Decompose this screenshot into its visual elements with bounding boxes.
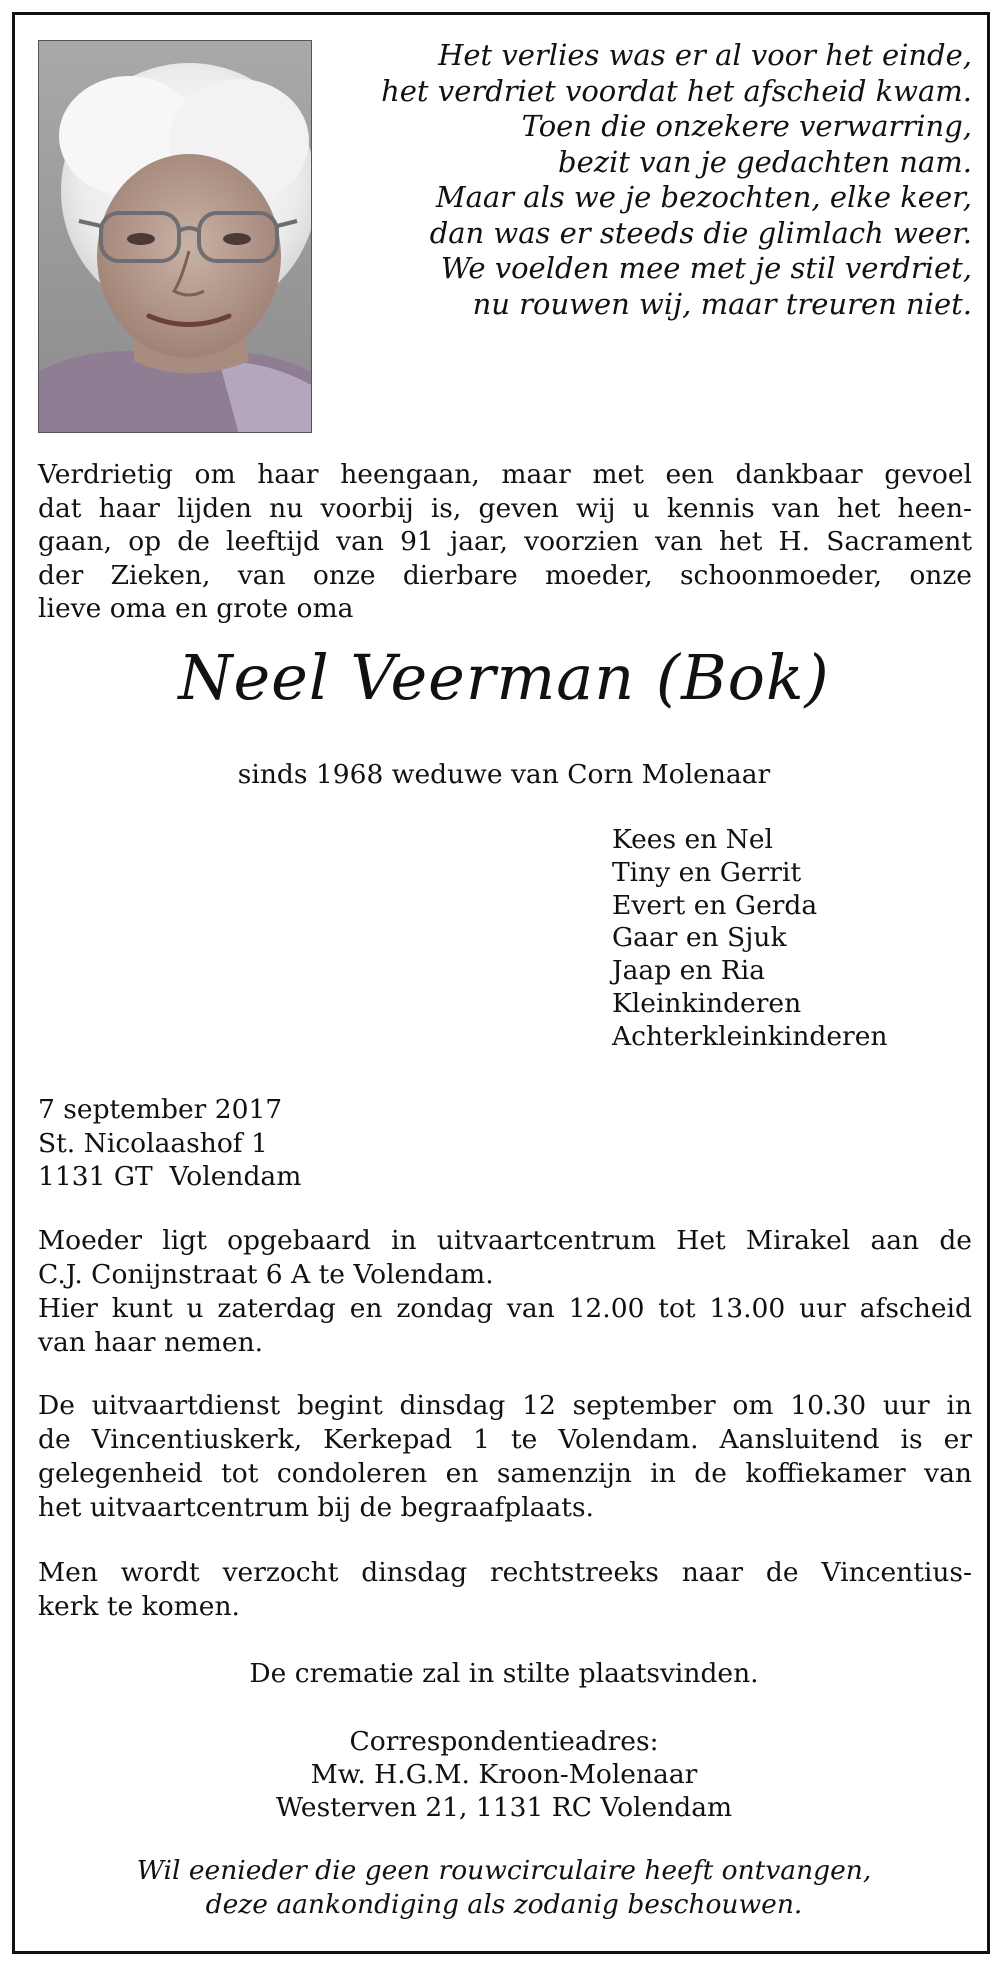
family-member: Tiny en Gerrit (612, 856, 802, 888)
service-line: het uitvaartcentrum bij de begraafplaats. (38, 1492, 594, 1523)
poem-line: dan was er steeds die glimlach weer. (429, 215, 972, 250)
family-list (612, 824, 887, 1054)
poem-line: Toen die onzekere verwarring, (521, 109, 972, 143)
viewing-line: Hier kunt u zaterdag en zondag van 12.00 tot 13.00 uur afscheid (38, 1293, 972, 1324)
family-member: Achterkleinkinderen (612, 1020, 888, 1052)
correspondence-heading: Correspondentieadres: (349, 1726, 659, 1757)
service-line: de Vincentiuskerk, Kerkepad 1 te Volendam. Aansluitend is er (38, 1424, 972, 1455)
widow-line: sinds 1968 weduwe van Corn Molenaar (237, 759, 771, 790)
poem-line: het verdriet voordat het afscheid kwam. (381, 73, 972, 108)
viewing-line: C.J. Conijnstraat 6 A te Volendam. (38, 1259, 494, 1290)
family-member: Kleinkinderen (612, 987, 802, 1019)
intro-line: gaan, op de leeftijd van 91 jaar, voorzien van het H. Sacrament (38, 526, 972, 557)
viewing-line: Moeder ligt opgebaard in uitvaartcentrum Het Mirakel aan de (38, 1225, 972, 1256)
deceased-name: Neel Veerman (Bok) (178, 641, 830, 714)
address-city: 1131 GT Volendam (38, 1161, 302, 1192)
intro-paragraph (38, 458, 972, 626)
intro-line: lieve oma en grote oma (38, 593, 354, 624)
poem-line: Het verlies was er al voor het einde, (438, 38, 972, 72)
correspondence-name: Mw. H.G.M. Kroon-Molenaar (310, 1759, 698, 1790)
closing-note (0, 1854, 1008, 1922)
portrait-photo (38, 40, 312, 433)
poem-line: nu rouwen wij, maar treuren niet. (472, 286, 972, 321)
intro-line: dat haar lijden nu voorbij is, geven wij u kennis van het heen- (38, 492, 972, 524)
address-date: 7 september 2017 (38, 1094, 283, 1125)
family-address (38, 1093, 301, 1194)
service-line: gelegenheid tot condoleren en samenzijn in de koffiekamer van (38, 1458, 972, 1489)
poem-line: We voelden mee met je stil verdriet, (440, 251, 972, 285)
request-line: Men wordt verzocht dinsdag rechtstreeks naar de Vincentius- (38, 1557, 972, 1588)
request-line: kerk te komen. (38, 1591, 240, 1622)
viewing-paragraph (38, 1224, 972, 1360)
intro-line: der Zieken, van onze dierbare moeder, schoonmoeder, onze (38, 559, 972, 591)
address-street: St. Nicolaashof 1 (38, 1127, 268, 1159)
service-line: De uitvaartdienst begint dinsdag 12 september om 10.30 uur in (38, 1390, 972, 1421)
poem (332, 38, 972, 322)
request-paragraph (38, 1556, 972, 1624)
correspondence-block (0, 1725, 1008, 1824)
service-paragraph (38, 1389, 972, 1525)
family-member: Kees en Nel (612, 824, 773, 855)
family-member: Evert en Gerda (612, 889, 818, 921)
closing-line: Wil eenieder die geen rouwcirculaire heeft ontvangen, (136, 1855, 872, 1886)
closing-line: deze aankondiging als zodanig beschouwen. (205, 1889, 803, 1920)
intro-line: Verdrietig om haar heengaan, maar met een dankbaar gevoel (38, 459, 972, 490)
cremation-note: De crematie zal in stilte plaatsvinden. (249, 1658, 759, 1689)
poem-line: bezit van je gedachten nam. (558, 144, 972, 179)
poem-line: Maar als we je bezochten, elke keer, (435, 180, 972, 214)
family-member: Gaar en Sjuk (612, 922, 787, 954)
family-member: Jaap en Ria (612, 955, 766, 987)
correspondence-address: Westerven 21, 1131 RC Volendam (275, 1792, 733, 1823)
viewing-line: van haar nemen. (38, 1327, 264, 1358)
